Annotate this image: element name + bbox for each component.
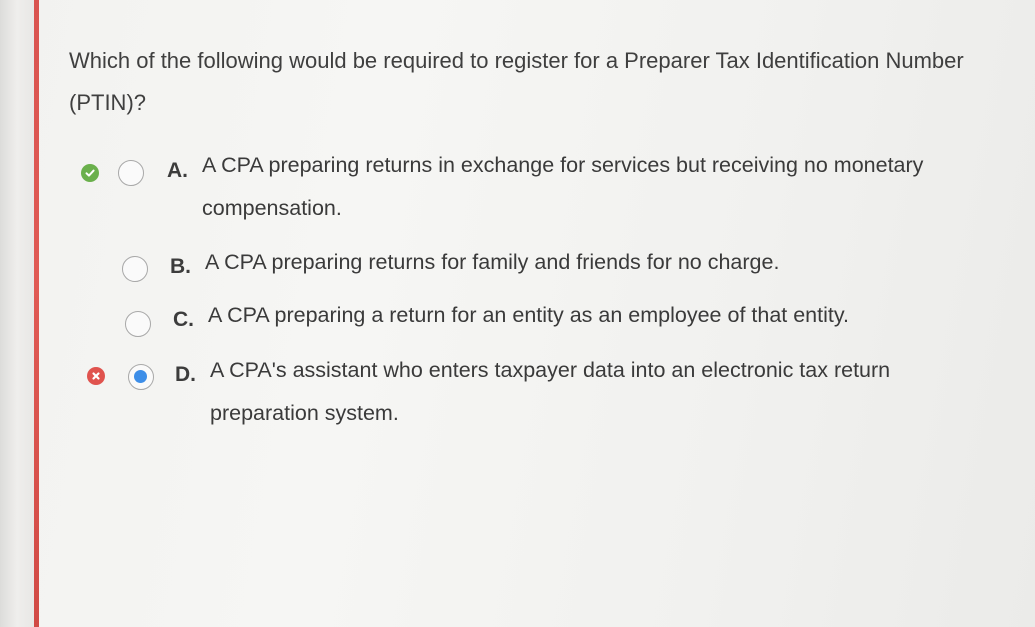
- check-icon: [81, 164, 99, 182]
- option-b-text: [205, 241, 779, 284]
- option-d-radio[interactable]: [128, 364, 154, 390]
- option-c-line-1: A CPA preparing a return for an entity as an employee of that entity.: [208, 303, 849, 327]
- option-b-line-1: A CPA preparing returns for family and friends for no charge.: [205, 250, 780, 274]
- question-text: [69, 40, 1035, 124]
- option-a-letter: A.: [167, 159, 188, 182]
- option-c-letter: C.: [173, 308, 194, 331]
- left-margin: [0, 0, 34, 627]
- option-d-text: [210, 349, 890, 435]
- option-c-radio[interactable]: [125, 311, 151, 337]
- option-d-line-2: preparation system.: [210, 401, 399, 425]
- option-d-letter: D.: [175, 363, 196, 386]
- option-b-letter: B.: [170, 255, 191, 278]
- question-line-1: Which of the following would be required to register for a Preparer Tax Identification Number: [69, 48, 964, 73]
- option-c-text: [208, 294, 849, 337]
- option-a-line-1: A CPA preparing returns in exchange for services but receiving no monetary: [202, 153, 924, 177]
- x-icon: [87, 367, 105, 385]
- option-a-line-2: compensation.: [202, 196, 342, 220]
- question-line-2: (PTIN)?: [69, 90, 146, 115]
- option-b-radio[interactable]: [122, 256, 148, 282]
- option-a-text: [202, 144, 923, 230]
- option-a-radio[interactable]: [118, 160, 144, 186]
- question-panel: [39, 0, 1035, 627]
- option-d-line-1: A CPA's assistant who enters taxpayer data into an electronic tax return: [210, 358, 891, 382]
